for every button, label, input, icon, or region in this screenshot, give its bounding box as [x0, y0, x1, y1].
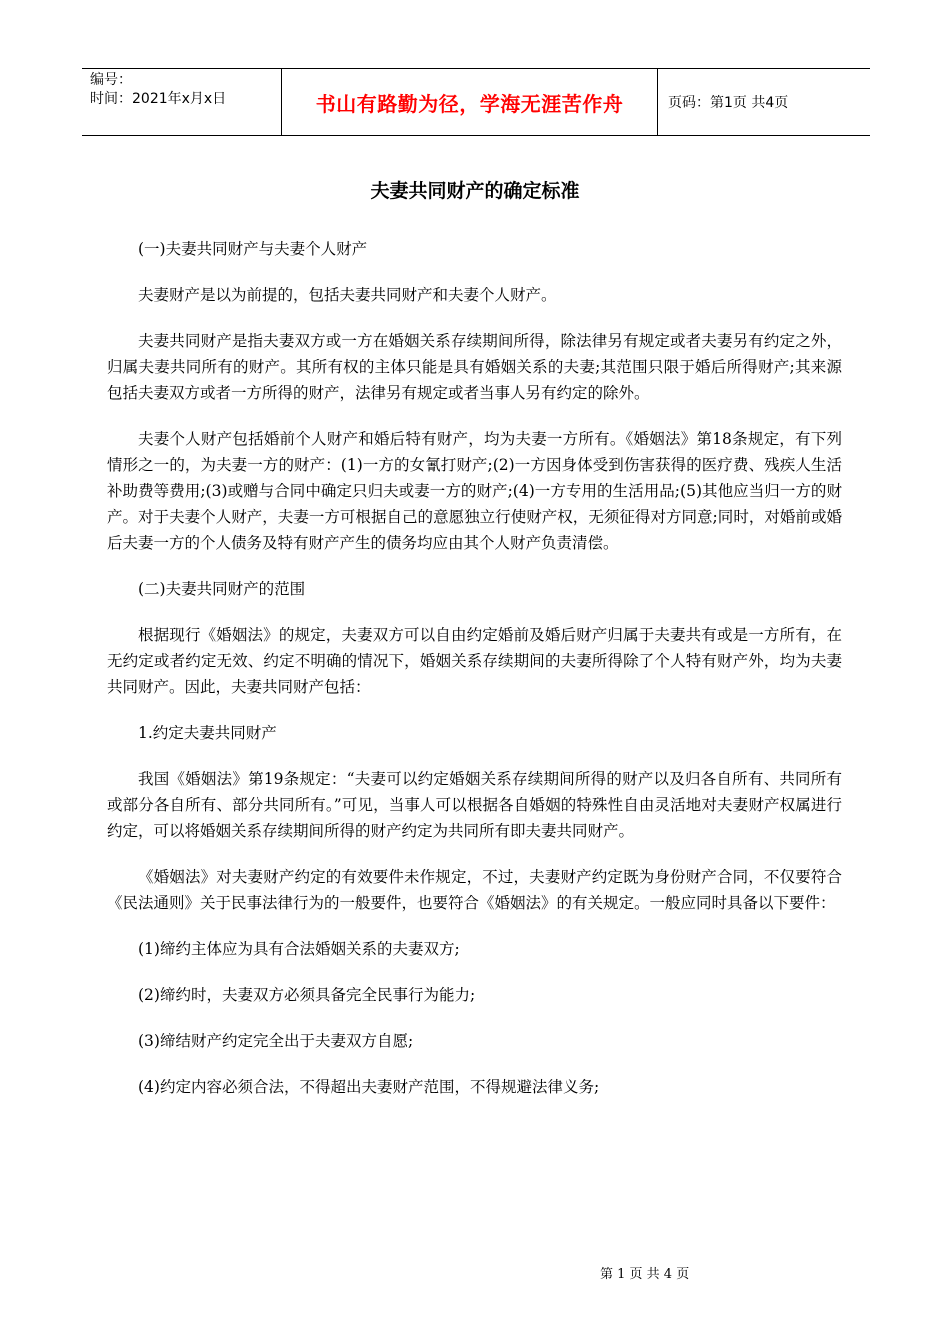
paragraph: (4)约定内容必须合法，不得超出夫妻财产范围，不得规避法律义务; [138, 1078, 600, 1096]
page-footer: 第 1 页 共 4 页 [600, 1267, 690, 1282]
header-page-info: 页码：第1页 共4页 [668, 95, 789, 111]
paragraph: (1)缔约主体应为具有合法婚姻关系的夫妻双方; [138, 940, 460, 958]
paragraph: (3)缔结财产约定完全出于夫妻双方自愿; [138, 1032, 414, 1050]
document-number-label: 编号： [90, 72, 132, 88]
paragraph: 《婚姻法》对夫妻财产约定的有效要件未作规定，不过，夫妻财产约定既为身份财产合同，不仅要符合《民法通则》关于民事法律行为的一般要件，也要符合《婚姻法》的有关规定。一般应同时具备以下要件： [107, 868, 842, 912]
paragraph: 夫妻共同财产是指夫妻双方或一方在婚姻关系存续期间所得，除法律另有规定或者夫妻另有约定之外，归属夫妻共同所有的财产。其所有权的主体只能是具有婚姻关系的夫妻;其范围只限于婚后所得财产;其来源包括夫妻双方或者一方所得的财产，法律另有规定或者当事人另有约定的除外。 [107, 332, 842, 402]
paragraph: 我国《婚姻法》第19条规定：“夫妻可以约定婚姻关系存续期间所得的财产以及归各自所有、共同所有或部分各自所有、部分共同所有。”可见，当事人可以根据各自婚姻的特殊性自由灵活地对夫妻财产权属进行约定，可以将婚姻关系存续期间所得的财产约定为共同所有即夫妻共同财产。 [107, 770, 842, 840]
header-meta-cell [82, 69, 282, 135]
paragraph: 夫妻个人财产包括婚前个人财产和婚后特有财产，均为夫妻一方所有。《婚姻法》第18条规定，有下列情形之一的，为夫妻一方的财产：(1)一方的女氰打财产;(2)一方因身体受到伤害获得的医疗费、残疾人生活补助费等费用;(3)或赠与合同中确定只归夫或妻一方的财产;(4)一方专用的生活用品;(5)其他应当归一方的财产。对于夫妻个人财产，夫妻一方可根据自己的意愿独立行使财产权，无须征得对方同意;同时，对婚前或婚后夫妻一方的个人债务及特有财产产生的债务均应由其个人财产负责清偿。 [107, 430, 842, 552]
paragraph: (2)缔约时，夫妻双方必须具备完全民事行为能力; [138, 986, 476, 1004]
paragraph: (二)夫妻共同财产的范围 [138, 580, 306, 598]
paragraph: 1.约定夫妻共同财产 [138, 724, 277, 742]
paragraph: 夫妻财产是以为前提的，包括夫妻共同财产和夫妻个人财产。 [138, 286, 557, 304]
header-page-cell [658, 69, 870, 135]
document-title: 夫妻共同财产的确定标准 [370, 180, 580, 202]
header-motto-cell [282, 69, 658, 135]
document-body [107, 236, 842, 1120]
paragraph: (一)夫妻共同财产与夫妻个人财产 [138, 240, 368, 258]
header-table [82, 68, 870, 136]
paragraph: 根据现行《婚姻法》的规定，夫妻双方可以自由约定婚前及婚后财产归属于夫妻共有或是一方所有，在无约定或者约定无效、约定不明确的情况下，婚姻关系存续期间的夫妻所得除了个人特有财产外，均为夫妻共同财产。因此，夫妻共同财产包括： [107, 626, 842, 696]
header-motto: 书山有路勤为径，学海无涯苦作舟 [315, 91, 624, 116]
document-date: 时间：2021年x月x日 [90, 91, 227, 107]
